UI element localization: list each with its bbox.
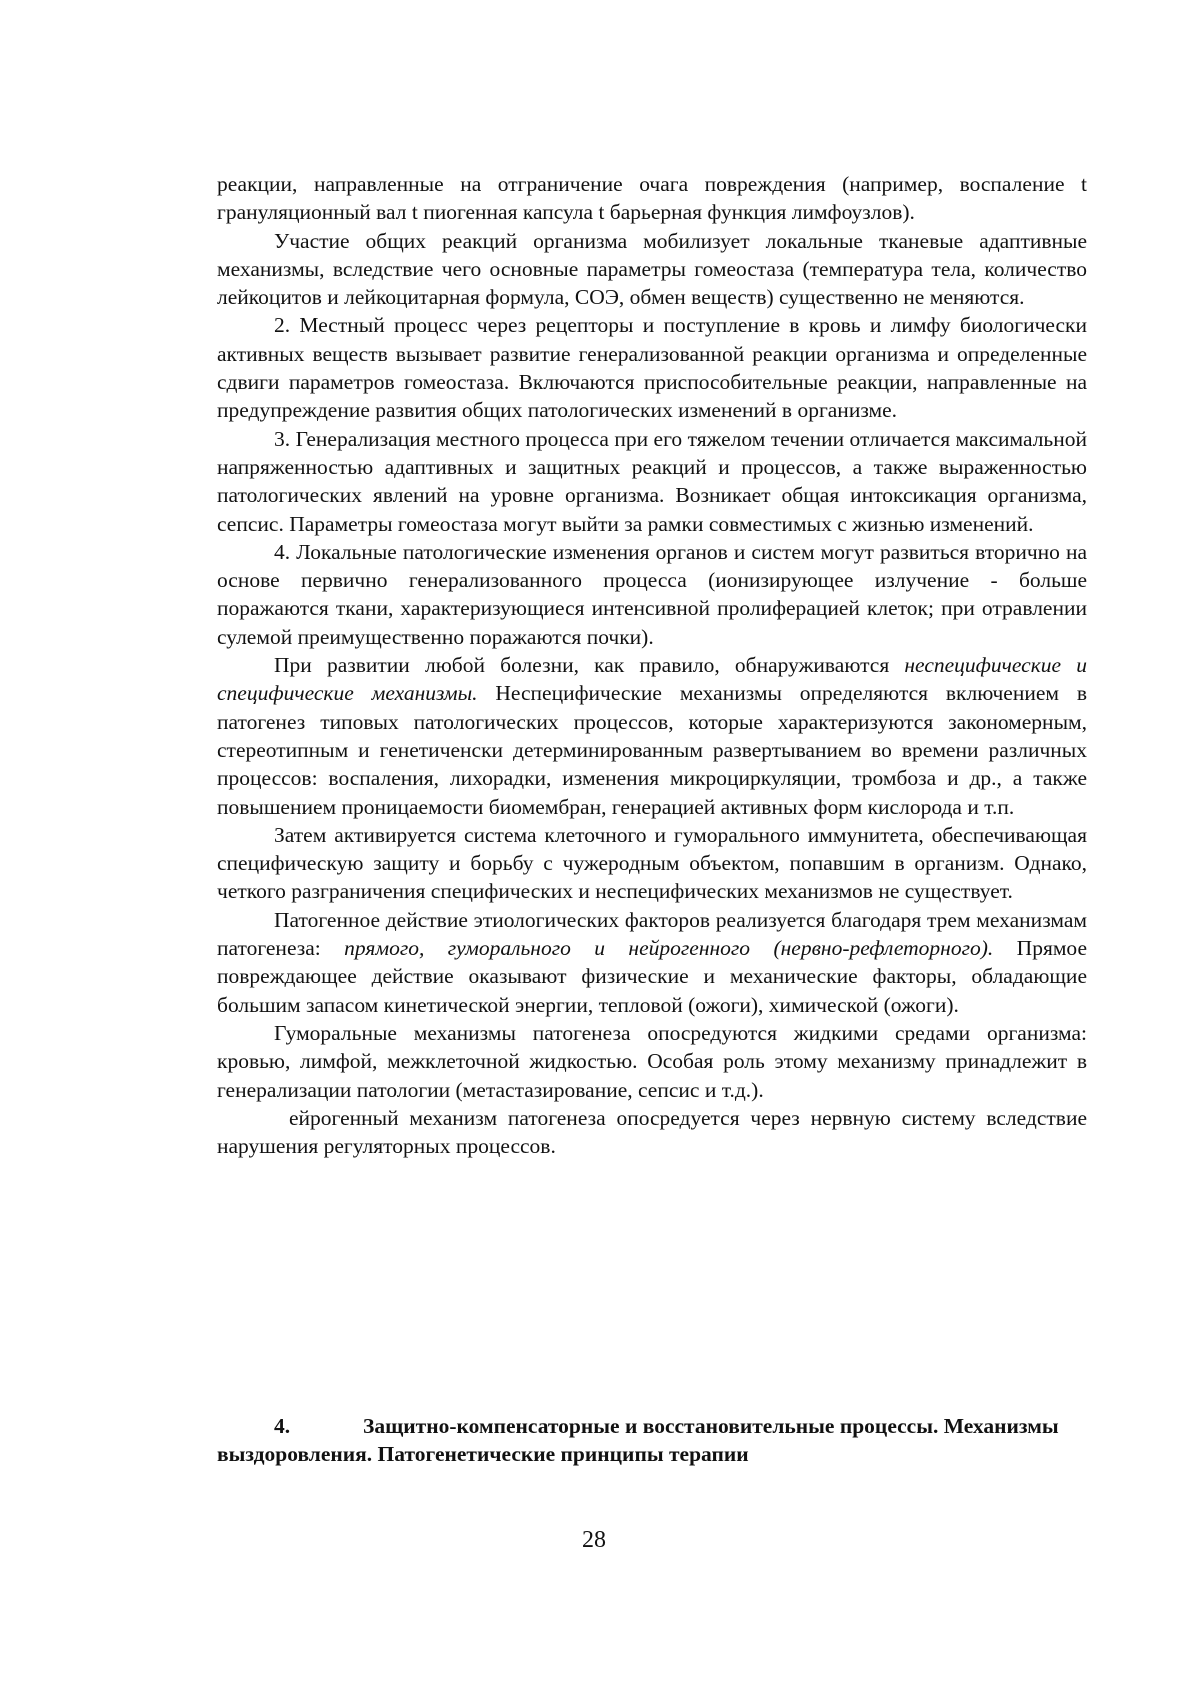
section-title: Защитно-компенсаторные и восстановительные процессы. Механизмы выздоровления. Патогенетические принципы терапии [217,1414,1059,1467]
mechanisms-intro: При развитии любой болезни, как правило, обнаруживаются [274,653,905,678]
paragraph-mechanisms [217,651,1087,821]
page-number: 28 [582,1527,606,1553]
section-number: 4. [274,1414,291,1438]
paragraph-continuation: реакции, направленные на отграничение очага повреждения (например, воспаление t грануляционный вал t пиогенная капсула t барьерная функция лимфоузлов). [217,172,1087,225]
paragraph-item-4: 4. Локальные патологические изменения органов и систем могут развиться вторично на основе первично генерализованного процесса (ионизирующее излучение - больше поражаются ткани, характеризующиеся интенсивной пролиферацией клеток; при отравлении сулемой преимущественно поражаются почки). [217,539,1087,649]
pathogenesis-italic: прямого, гуморального и нейрогенного (нервно-рефлеторного). [344,936,994,961]
paragraph-neurogenic: ейрогенный механизм патогенеза опосредуется через нервную систему вследствие нарушения регуляторных процессов. [217,1105,1087,1159]
paragraph-general-reactions: Участие общих реакций организма мобилизует локальные тканевые адаптивные механизмы, вследствие чего основные параметры гомеостаза (температура тела, количество лейкоцитов и лейкоцитарная формула, СОЭ, обмен веществ) существенно не меняются. [217,228,1087,310]
paragraph-item-3: 3. Генерализация местного процесса при его тяжелом течении отличается максимальной напряженностью адаптивных и защитных реакций и процессов, а также выраженностью патологических явлений на уровне организма. Возникает общая интоксикация организма, сепсис. Параметры гомеостаза могут выйти за рамки совместимых с жизнью изменений. [217,426,1087,536]
mechanisms-italic: неспецифические и специфические механизмы. [217,653,1087,706]
paragraph-immunity: Затем активируется система клеточного и гуморального иммунитета, обеспечивающая специфическую защиту и борьбу с чужеродным объектом, попавшим в организм. Однако, четкого разграничения специфических и неспецифических механизмов не существует. [217,822,1087,904]
mechanisms-rest: Неспецифические механизмы определяются включением в патогенез типовых патологических процессов, которые характеризуются закономерным, стереотипным и генетиченски детерминированным развертыванием во времени различных процессов: воспаления, лихорадки, изменения микроциркуляции, тромбоза и др., а также повышением проницаемости биомембран, генерацией активных форм кислорода и т.п. [217,681,1087,819]
pathogenesis-intro: Патогенное действие этиологических факторов реализуется благодаря трем механизмам патогенеза: [217,907,1087,961]
section-heading [217,1412,1147,1469]
pathogenesis-rest: Прямое повреждающее действие оказывают физические и механические факторы, обладающие большим запасом кинетической энергии, тепловой (ожоги), химической (ожоги). [217,936,1087,1017]
paragraph-item-2: 2. Местный процесс через рецепторы и поступление в кровь и лимфу биологически активных веществ вызывает развитие генерализованной реакции организма и определенные сдвиги параметров гомеостаза. Включаются приспособительные реакции, направленные на предупреждение развития общих патологических изменений в организме. [217,313,1087,423]
body-text [217,170,1087,1160]
paragraph-pathogenesis [217,906,1087,1019]
paragraph-humoral: Гуморальные механизмы патогенеза опосредуются жидкими средами организма: кровью, лимфой, межклеточной жидкостью. Особая роль этому механизму принадлежит в генерализации патологии (метастазирование, сепсис и т.д.). [217,1020,1087,1102]
